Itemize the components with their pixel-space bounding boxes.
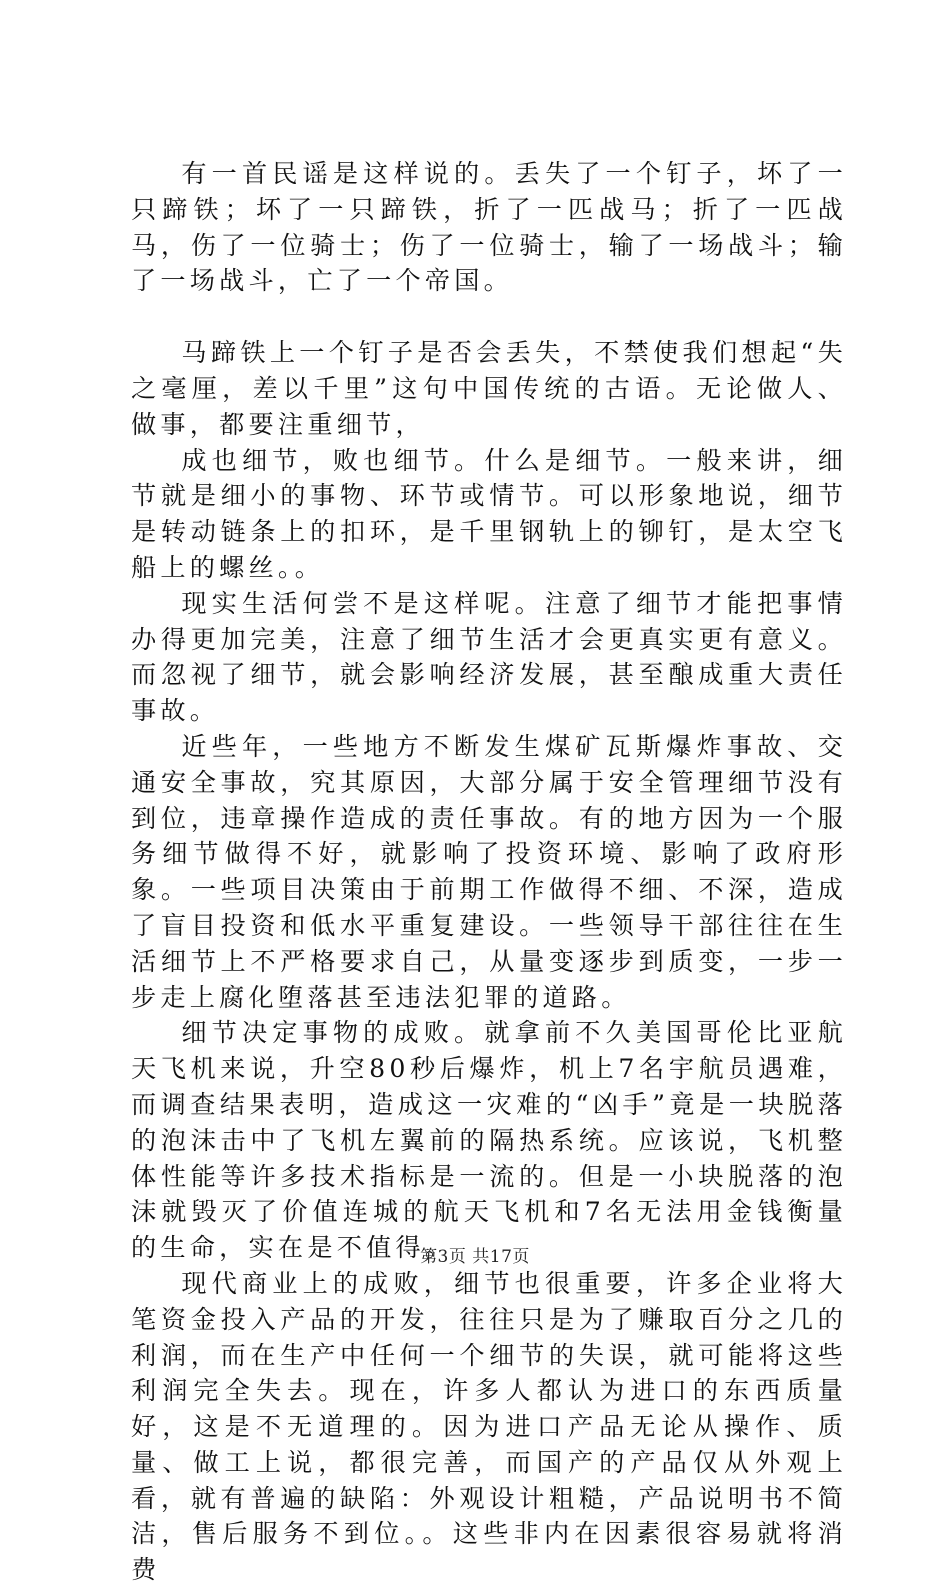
paragraph-real-life: 现实生活何尝不是这样呢。注意了细节才能把事情办得更加完美，注意了细节生活才会更真实更有意义。而忽视了细节，就会影响经济发展，甚至酿成重大责任事故。: [131, 588, 847, 726]
paragraph-accidents: 近些年，一些地方不断发生煤矿瓦斯爆炸事故、交通安全事故，究其原因，大部分属于安全管理细节没有到位，违章操作造成的责任事故。有的地方因为一个服务细节做得不好，就影响了投资环境、影响了政府形象。一些项目决策由于前期工作做得不细、不深，造成了盲目投资和低水平重复建设。一些领导干部往往在生活细节上不严格要求自己，从量变逐步到质变，一步一步走上腐化堕落甚至违法犯罪的道路。: [131, 731, 847, 1012]
paragraph-modern-business: 现代商业上的成败，细节也很重要，许多企业将大笔资金投入产品的开发，往往只是为了赚取百分之几的利润，而在生产中任何一个细节的失误，就可能将这些利润完全失去。现在，许多人都认为进口的东西质量好，这是不无道理的。因为进口产品无论从操作、质量、做工上说，都很完善，而国产的产品仅从外观上看，就有普遍的缺陷：外观设计粗糙，产品说明书不简洁，售后服务不到位。。这些非内在因素很容易就将消费: [131, 1268, 847, 1585]
page-number-footer: 第3页 共17页: [420, 1247, 530, 1267]
paragraph-what-is-detail: 成也细节，败也细节。什么是细节。一般来讲，细节就是细小的事物、环节或情节。可以形象地说，细节是转动链条上的扣环，是千里钢轨上的铆钉，是太空飞船上的螺丝。。: [131, 445, 847, 582]
paragraph-folk-rhyme: 有一首民谣是这样说的。丢失了一个钉子，坏了一只蹄铁；坏了一只蹄铁，折了一匹战马；折了一匹战马，伤了一位骑士；伤了一位骑士，输了一场战斗；输了一场战斗，亡了一个帝国。: [131, 159, 847, 296]
document-body: [131, 156, 847, 1588]
paragraph-horseshoe-nail: 马蹄铁上一个钉子是否会丢失，不禁使我们想起“失之毫厘，差以千里”这句中国传统的古语。无论做人、做事，都要注重细节，: [131, 338, 847, 439]
paragraph-columbia-shuttle: 细节决定事物的成败。就拿前不久美国哥伦比亚航天飞机来说，升空80秒后爆炸，机上7名宇航员遇难，而调查结果表明，造成这一灾难的“凶手”竟是一块脱落的泡沫击中了飞机左翼前的隔热系统。应该说，飞机整体性能等许多技术指标是一流的。但是一小块脱落的泡沫就毁灭了价值连城的航天飞机和7名无法用金钱衡量的生命，实在是不值得。: [131, 1018, 847, 1263]
